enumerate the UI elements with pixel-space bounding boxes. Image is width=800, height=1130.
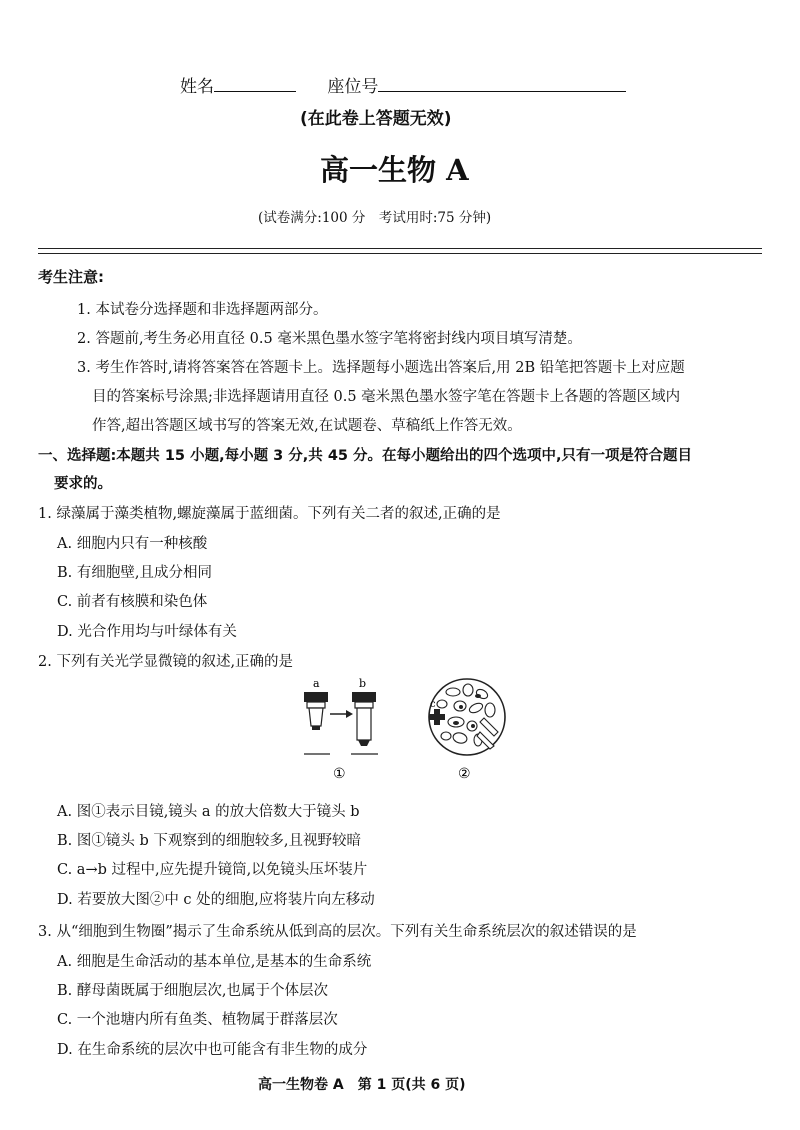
- option-a: A. 细胞内只有一种核酸: [57, 536, 208, 552]
- page-footer: 高一生物卷 A 第 1 页(共 6 页): [258, 1077, 466, 1093]
- option-d: D. 光合作用均与叶绿体有关: [57, 624, 237, 640]
- notice-item: 3. 考生作答时,请将答案答在答题卡上。选择题每小题选出答案后,用 2B 铅笔把答题卡上对应题: [77, 360, 685, 376]
- option-a: A. 图①表示目镜,镜头 a 的放大倍数大于镜头 b: [57, 804, 360, 820]
- notice-item: 作答,超出答题区域书写的答案无效,在试题卷、草稿纸上作答无效。: [92, 418, 522, 434]
- name-blank[interactable]: [214, 75, 296, 92]
- question-stem: 1. 绿藻属于藻类植物,螺旋藻属于蓝细菌。下列有关二者的叙述,正确的是: [38, 506, 501, 522]
- label-c: c: [430, 699, 436, 710]
- option-d: D. 若要放大图②中 c 处的细胞,应将装片向左移动: [57, 892, 375, 908]
- option-c: C. a→b 过程中,应先提升镜筒,以免镜头压坏装片: [57, 862, 368, 878]
- question-stem: 3. 从“细胞到生物圈”揭示了生命系统从低到高的层次。下列有关生命系统层次的叙述错误的是: [38, 924, 637, 940]
- section-heading-cont: 要求的。: [54, 476, 112, 492]
- figure-caption-1: ①: [333, 766, 346, 782]
- option-b: B. 图①镜头 b 下观察到的细胞较多,且视野较暗: [57, 833, 361, 849]
- label-a: a: [313, 677, 320, 690]
- option-c: C. 前者有核膜和染色体: [57, 594, 208, 610]
- label-b: b: [359, 677, 367, 690]
- lens-b-icon: [352, 692, 376, 746]
- option-c: C. 一个池塘内所有鱼类、植物属于群落层次: [57, 1012, 338, 1028]
- name-field: [180, 72, 626, 97]
- invalid-note: (在此卷上答题无效): [300, 109, 452, 129]
- notice-heading: 考生注意:: [38, 268, 104, 286]
- option-d: D. 在生命系统的层次中也可能含有非生物的成分: [57, 1042, 368, 1058]
- figure-caption-2: ②: [458, 766, 471, 782]
- header-divider-top: [38, 248, 762, 249]
- notice-item: 1. 本试卷分选择题和非选择题两部分。: [77, 302, 328, 318]
- option-b: B. 有细胞壁,且成分相同: [57, 565, 212, 581]
- notice-item: 2. 答题前,考生务必用直径 0.5 毫米黑色墨水签字笔将密封线内项目填写清楚。: [77, 331, 582, 347]
- exam-info: (试卷满分:100 分 考试用时:75 分钟): [258, 210, 492, 226]
- name-label: 姓名: [180, 77, 214, 97]
- option-b: B. 酵母菌既属于细胞层次,也属于个体层次: [57, 983, 328, 999]
- lens-a-icon: [304, 692, 328, 730]
- arrow-right-icon: [330, 710, 353, 718]
- option-a: A. 细胞是生命活动的基本单位,是基本的生命系统: [57, 954, 372, 970]
- page-title: 高一生物 A: [320, 153, 469, 187]
- section-heading: 一、选择题:本题共 15 小题,每小题 3 分,共 45 分。在每小题给出的四个选项中,只有一项是符合题目: [38, 448, 693, 464]
- seat-label: 座位号: [327, 77, 379, 97]
- header-divider-bottom: [38, 253, 762, 254]
- figure-objective-lenses: [296, 676, 396, 786]
- notice-item: 目的答案标号涂黑;非选择题请用直径 0.5 毫米黑色墨水签字笔在答题卡上各题的答题区域内: [92, 389, 681, 405]
- question-stem: 2. 下列有关光学显微镜的叙述,正确的是: [38, 654, 294, 670]
- figure-field-of-view: [420, 676, 530, 786]
- seat-blank[interactable]: [378, 75, 626, 92]
